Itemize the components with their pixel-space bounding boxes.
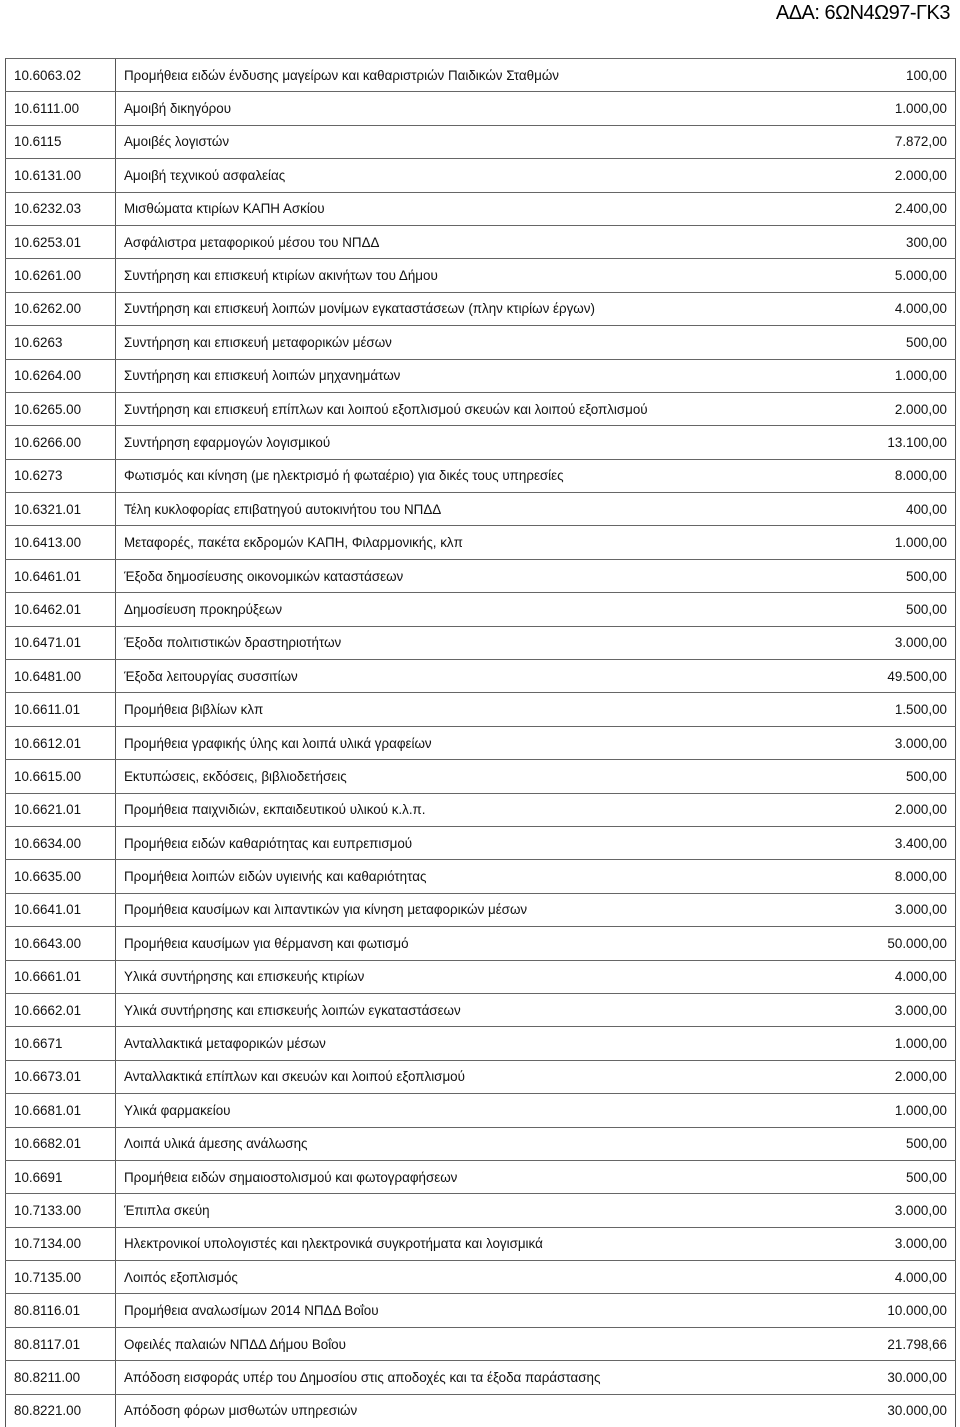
amount-value: 2.000,00 — [789, 1060, 956, 1093]
table-row — [6, 1361, 956, 1394]
amount-value: 2.400,00 — [789, 192, 956, 225]
account-description: Προμήθεια λοιπών ειδών υγιεινής και καθαριότητας — [116, 860, 790, 893]
account-description: Ανταλλακτικά μεταφορικών μέσων — [116, 1027, 790, 1060]
amount-value: 500,00 — [789, 559, 956, 592]
table-row — [6, 559, 956, 592]
account-code: 10.6462.01 — [6, 593, 116, 626]
account-description: Έπιπλα σκεύη — [116, 1194, 790, 1227]
account-code: 10.6612.01 — [6, 726, 116, 759]
account-description: Συντήρηση και επισκευή επίπλων και λοιπού εξοπλισμού σκευών και λοιπού εξοπλισμού — [116, 392, 790, 425]
account-code: 10.6691 — [6, 1160, 116, 1193]
table-row — [6, 526, 956, 559]
amount-value: 3.400,00 — [789, 826, 956, 859]
account-code: 10.6413.00 — [6, 526, 116, 559]
table-row — [6, 760, 956, 793]
table-row — [6, 392, 956, 425]
amount-value: 1.500,00 — [789, 693, 956, 726]
account-code: 10.6643.00 — [6, 927, 116, 960]
table-row — [6, 192, 956, 225]
account-description: Συντήρηση εφαρμογών λογισμικού — [116, 426, 790, 459]
account-description: Προμήθεια ειδών σημαιοστολισμού και φωτογραφήσεων — [116, 1160, 790, 1193]
budget-table-container — [5, 58, 956, 1427]
budget-table-body — [6, 59, 956, 1427]
account-description: Προμήθεια ειδών ένδυσης μαγείρων και καθαριστριών Παιδικών Σταθμών — [116, 59, 790, 92]
amount-value: 8.000,00 — [789, 459, 956, 492]
account-code: 10.6641.01 — [6, 893, 116, 926]
account-code: 10.6615.00 — [6, 760, 116, 793]
amount-value: 500,00 — [789, 326, 956, 359]
account-description: Συντήρηση και επισκευή μεταφορικών μέσων — [116, 326, 790, 359]
table-row — [6, 1394, 956, 1427]
account-code: 10.6682.01 — [6, 1127, 116, 1160]
budget-table — [5, 58, 956, 1427]
table-row — [6, 292, 956, 325]
account-code: 80.8221.00 — [6, 1394, 116, 1427]
table-row — [6, 660, 956, 693]
account-code: 80.8117.01 — [6, 1327, 116, 1360]
account-code: 10.6131.00 — [6, 159, 116, 192]
account-description: Ασφάλιστρα μεταφορικού μέσου του ΝΠΔΔ — [116, 225, 790, 258]
amount-value: 500,00 — [789, 1127, 956, 1160]
account-description: Έξοδα πολιτιστικών δραστηριοτήτων — [116, 626, 790, 659]
account-description: Αμοιβές λογιστών — [116, 125, 790, 158]
account-description: Προμήθεια αναλωσίμων 2014 ΝΠΔΔ Βοΐου — [116, 1294, 790, 1327]
account-code: 10.6681.01 — [6, 1094, 116, 1127]
amount-value: 1.000,00 — [789, 1027, 956, 1060]
table-row — [6, 693, 956, 726]
account-code: 10.6063.02 — [6, 59, 116, 92]
amount-value: 10.000,00 — [789, 1294, 956, 1327]
amount-value: 13.100,00 — [789, 426, 956, 459]
account-description: Απόδοση εισφοράς υπέρ του Δημοσίου στις αποδοχές και τα έξοδα παράστασης — [116, 1361, 790, 1394]
amount-value: 1.000,00 — [789, 1094, 956, 1127]
account-code: 10.6321.01 — [6, 493, 116, 526]
table-row — [6, 1294, 956, 1327]
ada-header: ΑΔΑ: 6ΩΝ4Ω97-ΓΚ3 — [776, 0, 950, 26]
amount-value: 4.000,00 — [789, 1261, 956, 1294]
account-code: 10.6634.00 — [6, 826, 116, 859]
account-code: 10.6261.00 — [6, 259, 116, 292]
account-code: 10.6232.03 — [6, 192, 116, 225]
table-row — [6, 493, 956, 526]
account-code: 80.8211.00 — [6, 1361, 116, 1394]
account-description: Φωτισμός και κίνηση (με ηλεκτρισμό ή φωταέριο) για δικές τους υπηρεσίες — [116, 459, 790, 492]
table-row — [6, 1227, 956, 1260]
account-code: 10.6661.01 — [6, 960, 116, 993]
amount-value: 3.000,00 — [789, 1227, 956, 1260]
table-row — [6, 1060, 956, 1093]
table-row — [6, 793, 956, 826]
amount-value: 300,00 — [789, 225, 956, 258]
amount-value: 2.000,00 — [789, 793, 956, 826]
amount-value: 5.000,00 — [789, 259, 956, 292]
table-row — [6, 92, 956, 125]
account-description: Έξοδα δημοσίευσης οικονομικών καταστάσεων — [116, 559, 790, 592]
account-code: 10.6253.01 — [6, 225, 116, 258]
account-code: 10.6264.00 — [6, 359, 116, 392]
table-row — [6, 1127, 956, 1160]
account-code: 10.7135.00 — [6, 1261, 116, 1294]
table-row — [6, 326, 956, 359]
account-description: Ανταλλακτικά επίπλων και σκευών και λοιπού εξοπλισμού — [116, 1060, 790, 1093]
amount-value: 8.000,00 — [789, 860, 956, 893]
table-row — [6, 726, 956, 759]
table-row — [6, 159, 956, 192]
account-code: 10.6263 — [6, 326, 116, 359]
account-description: Προμήθεια παιχνιδιών, εκπαιδευτικού υλικού κ.λ.π. — [116, 793, 790, 826]
amount-value: 500,00 — [789, 1160, 956, 1193]
account-description: Υλικά συντήρησης και επισκευής λοιπών εγκαταστάσεων — [116, 993, 790, 1026]
amount-value: 3.000,00 — [789, 726, 956, 759]
amount-value: 30.000,00 — [789, 1361, 956, 1394]
table-row — [6, 426, 956, 459]
account-code: 10.6273 — [6, 459, 116, 492]
account-code: 10.6662.01 — [6, 993, 116, 1026]
amount-value: 7.872,00 — [789, 125, 956, 158]
account-code: 10.7134.00 — [6, 1227, 116, 1260]
account-description: Οφειλές παλαιών ΝΠΔΔ Δήμου Βοΐου — [116, 1327, 790, 1360]
account-description: Αμοιβή τεχνικού ασφαλείας — [116, 159, 790, 192]
account-description: Έξοδα λειτουργίας συσσιτίων — [116, 660, 790, 693]
amount-value: 1.000,00 — [789, 359, 956, 392]
table-row — [6, 59, 956, 92]
account-code: 10.6673.01 — [6, 1060, 116, 1093]
amount-value: 400,00 — [789, 493, 956, 526]
account-code: 10.6635.00 — [6, 860, 116, 893]
account-description: Συντήρηση και επισκευή λοιπών μονίμων εγκαταστάσεων (πλην κτιρίων έργων) — [116, 292, 790, 325]
account-description: Δημοσίευση προκηρύξεων — [116, 593, 790, 626]
account-code: 10.6115 — [6, 125, 116, 158]
amount-value: 3.000,00 — [789, 1194, 956, 1227]
account-description: Μεταφορές, πακέτα εκδρομών ΚΑΠΗ, Φιλαρμονικής, κλπ — [116, 526, 790, 559]
table-row — [6, 459, 956, 492]
table-row — [6, 1160, 956, 1193]
account-description: Λοιπά υλικά άμεσης ανάλωσης — [116, 1127, 790, 1160]
account-code: 10.6671 — [6, 1027, 116, 1060]
account-description: Λοιπός εξοπλισμός — [116, 1261, 790, 1294]
table-row — [6, 125, 956, 158]
account-code: 10.6481.00 — [6, 660, 116, 693]
account-code: 10.6262.00 — [6, 292, 116, 325]
account-code: 10.6265.00 — [6, 392, 116, 425]
account-description: Προμήθεια βιβλίων κλπ — [116, 693, 790, 726]
account-description: Ηλεκτρονικοί υπολογιστές και ηλεκτρονικά συγκροτήματα και λογισμικά — [116, 1227, 790, 1260]
table-row — [6, 593, 956, 626]
amount-value: 3.000,00 — [789, 893, 956, 926]
table-row — [6, 1094, 956, 1127]
account-description: Υλικά φαρμακείου — [116, 1094, 790, 1127]
amount-value: 2.000,00 — [789, 159, 956, 192]
account-description: Υλικά συντήρησης και επισκευής κτιρίων — [116, 960, 790, 993]
amount-value: 3.000,00 — [789, 626, 956, 659]
amount-value: 21.798,66 — [789, 1327, 956, 1360]
account-description: Συντήρηση και επισκευή λοιπών μηχανημάτων — [116, 359, 790, 392]
table-row — [6, 993, 956, 1026]
account-code: 10.6471.01 — [6, 626, 116, 659]
table-row — [6, 860, 956, 893]
table-row — [6, 626, 956, 659]
account-code: 10.6621.01 — [6, 793, 116, 826]
account-code: 10.7133.00 — [6, 1194, 116, 1227]
account-code: 10.6266.00 — [6, 426, 116, 459]
account-description: Προμήθεια καυσίμων και λιπαντικών για κίνηση μεταφορικών μέσων — [116, 893, 790, 926]
account-code: 80.8116.01 — [6, 1294, 116, 1327]
table-row — [6, 1194, 956, 1227]
table-row — [6, 1027, 956, 1060]
account-description: Συντήρηση και επισκευή κτιρίων ακινήτων του Δήμου — [116, 259, 790, 292]
table-row — [6, 225, 956, 258]
account-description: Τέλη κυκλοφορίας επιβατηγού αυτοκινήτου του ΝΠΔΔ — [116, 493, 790, 526]
amount-value: 4.000,00 — [789, 960, 956, 993]
table-row — [6, 927, 956, 960]
table-row — [6, 826, 956, 859]
account-description: Αμοιβή δικηγόρου — [116, 92, 790, 125]
amount-value: 1.000,00 — [789, 92, 956, 125]
account-description: Μισθώματα κτιρίων ΚΑΠΗ Ασκίου — [116, 192, 790, 225]
amount-value: 1.000,00 — [789, 526, 956, 559]
amount-value: 30.000,00 — [789, 1394, 956, 1427]
table-row — [6, 359, 956, 392]
table-row — [6, 1261, 956, 1294]
account-code: 10.6611.01 — [6, 693, 116, 726]
amount-value: 100,00 — [789, 59, 956, 92]
account-description: Εκτυπώσεις, εκδόσεις, βιβλιοδετήσεις — [116, 760, 790, 793]
amount-value: 500,00 — [789, 593, 956, 626]
account-description: Απόδοση φόρων μισθωτών υπηρεσιών — [116, 1394, 790, 1427]
amount-value: 3.000,00 — [789, 993, 956, 1026]
account-code: 10.6111.00 — [6, 92, 116, 125]
account-description: Προμήθεια γραφικής ύλης και λοιπά υλικά γραφείων — [116, 726, 790, 759]
amount-value: 2.000,00 — [789, 392, 956, 425]
amount-value: 4.000,00 — [789, 292, 956, 325]
amount-value: 50.000,00 — [789, 927, 956, 960]
table-row — [6, 893, 956, 926]
table-row — [6, 1327, 956, 1360]
account-description: Προμήθεια ειδών καθαριότητας και ευπρεπισμού — [116, 826, 790, 859]
table-row — [6, 960, 956, 993]
table-row — [6, 259, 956, 292]
account-code: 10.6461.01 — [6, 559, 116, 592]
amount-value: 49.500,00 — [789, 660, 956, 693]
account-description: Προμήθεια καυσίμων για θέρμανση και φωτισμό — [116, 927, 790, 960]
amount-value: 500,00 — [789, 760, 956, 793]
